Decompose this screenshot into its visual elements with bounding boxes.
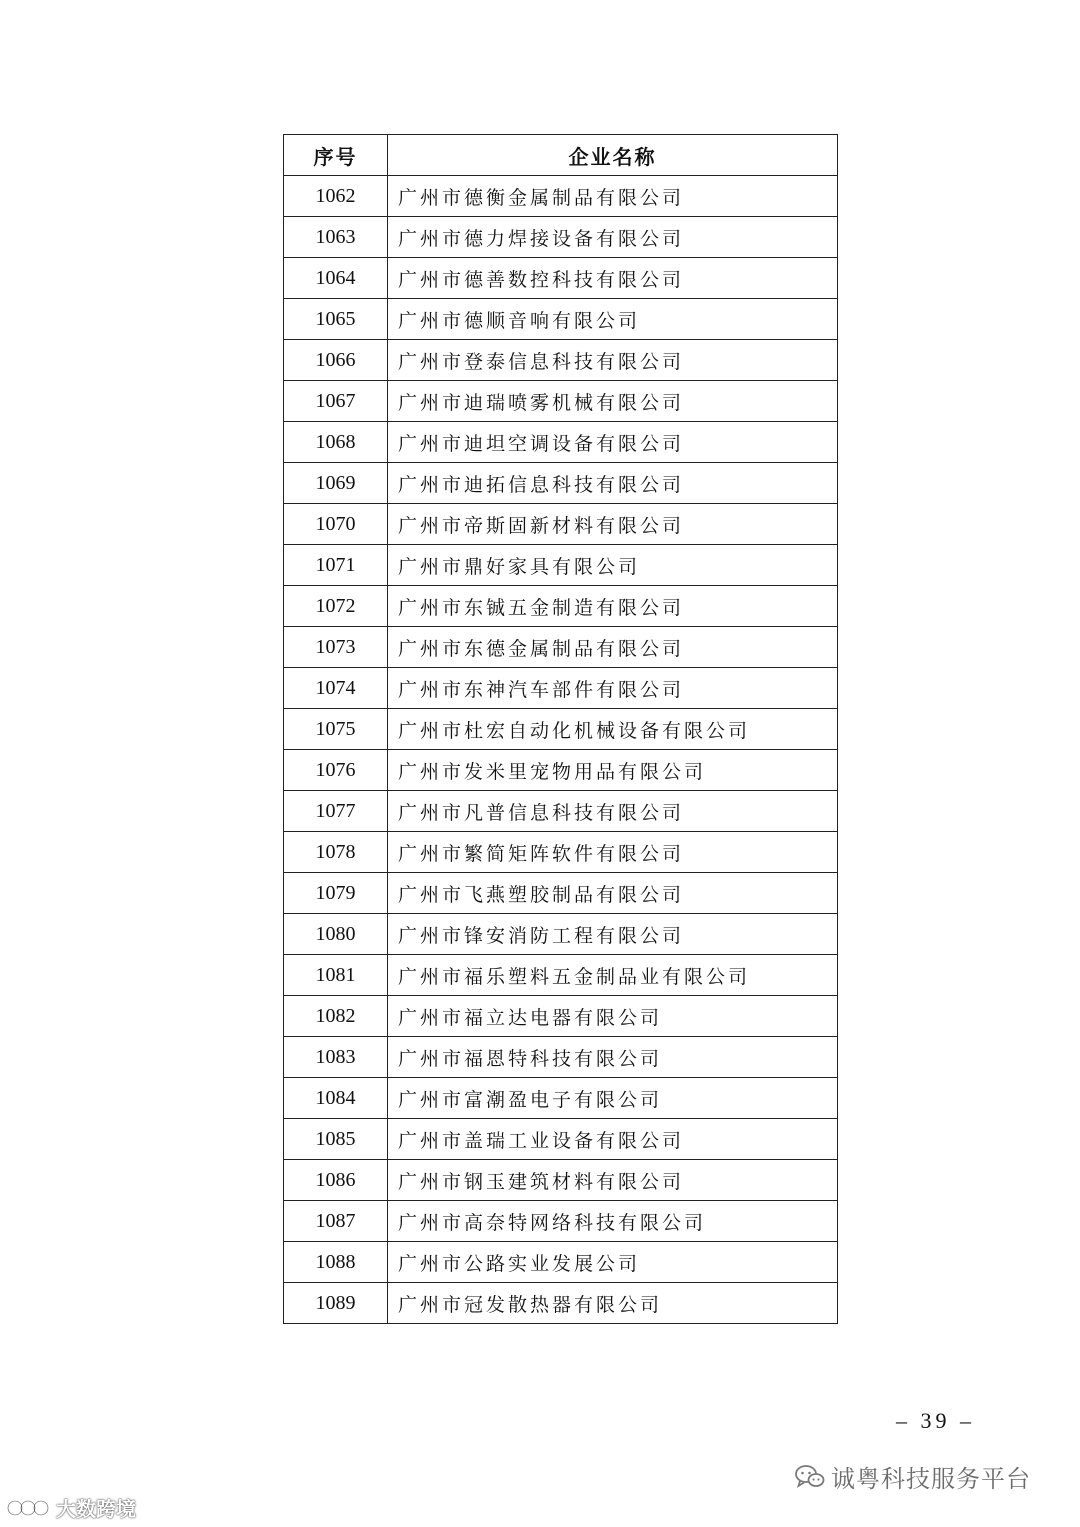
enterprise-name-cell: 广州市东神汽车部件有限公司 (388, 668, 838, 709)
enterprise-name-cell: 广州市凡普信息科技有限公司 (388, 791, 838, 832)
table-row (284, 176, 838, 217)
serial-number-cell: 1081 (284, 955, 388, 996)
table-row (284, 914, 838, 955)
serial-number-cell: 1080 (284, 914, 388, 955)
serial-number-cell: 1066 (284, 340, 388, 381)
serial-number-cell: 1065 (284, 299, 388, 340)
table-row (284, 504, 838, 545)
serial-number-cell: 1079 (284, 873, 388, 914)
table-row (284, 1078, 838, 1119)
enterprise-name-cell: 广州市福恩特科技有限公司 (388, 1037, 838, 1078)
enterprise-name-cell: 广州市东德金属制品有限公司 (388, 627, 838, 668)
serial-number-cell: 1062 (284, 176, 388, 217)
table-row (284, 955, 838, 996)
logo-mark-icon (6, 1497, 52, 1519)
enterprise-name-cell: 广州市德顺音响有限公司 (388, 299, 838, 340)
table-row (284, 1283, 838, 1324)
serial-number-cell: 1068 (284, 422, 388, 463)
table-header-row (284, 135, 838, 176)
table-row (284, 750, 838, 791)
table-row (284, 422, 838, 463)
table-row (284, 1242, 838, 1283)
serial-number-cell: 1087 (284, 1201, 388, 1242)
serial-number-cell: 1067 (284, 381, 388, 422)
serial-number-cell: 1088 (284, 1242, 388, 1283)
serial-number-cell: 1078 (284, 832, 388, 873)
header-serial-number: 序号 (284, 135, 388, 176)
table-row (284, 1119, 838, 1160)
table-row (284, 832, 838, 873)
serial-number-cell: 1072 (284, 586, 388, 627)
table-body (284, 176, 838, 1324)
wechat-watermark-text: 诚粤科技服务平台 (831, 1465, 1031, 1493)
table-row (284, 299, 838, 340)
enterprise-name-cell: 广州市飞燕塑胶制品有限公司 (388, 873, 838, 914)
enterprise-name-cell: 广州市迪瑞喷雾机械有限公司 (388, 381, 838, 422)
serial-number-cell: 1085 (284, 1119, 388, 1160)
table-row (284, 545, 838, 586)
enterprise-name-cell: 广州市德力焊接设备有限公司 (388, 217, 838, 258)
enterprise-name-cell: 广州市锋安消防工程有限公司 (388, 914, 838, 955)
enterprise-table (283, 134, 838, 1324)
table-row (284, 873, 838, 914)
enterprise-name-cell: 广州市繁简矩阵软件有限公司 (388, 832, 838, 873)
enterprise-name-cell: 广州市富潮盈电子有限公司 (388, 1078, 838, 1119)
enterprise-name-cell: 广州市公路实业发展公司 (388, 1242, 838, 1283)
enterprise-name-cell: 广州市福立达电器有限公司 (388, 996, 838, 1037)
serial-number-cell: 1064 (284, 258, 388, 299)
enterprise-name-cell: 广州市东铖五金制造有限公司 (388, 586, 838, 627)
wechat-watermark (795, 1459, 1031, 1494)
enterprise-name-cell: 广州市德善数控科技有限公司 (388, 258, 838, 299)
enterprise-name-cell: 广州市迪拓信息科技有限公司 (388, 463, 838, 504)
enterprise-name-cell: 广州市登泰信息科技有限公司 (388, 340, 838, 381)
serial-number-cell: 1070 (284, 504, 388, 545)
enterprise-name-cell: 广州市鼎好家具有限公司 (388, 545, 838, 586)
enterprise-name-cell: 广州市福乐塑料五金制品业有限公司 (388, 955, 838, 996)
enterprise-name-cell: 广州市高奈特网络科技有限公司 (388, 1201, 838, 1242)
table-row (284, 668, 838, 709)
enterprise-name-cell: 广州市盖瑞工业设备有限公司 (388, 1119, 838, 1160)
page-number: – 39 – (896, 1408, 975, 1433)
table-row (284, 586, 838, 627)
table-row (284, 709, 838, 750)
serial-number-cell: 1082 (284, 996, 388, 1037)
table-row (284, 463, 838, 504)
serial-number-cell: 1089 (284, 1283, 388, 1324)
enterprise-name-cell: 广州市德衡金属制品有限公司 (388, 176, 838, 217)
enterprise-name-cell: 广州市冠发散热器有限公司 (388, 1283, 838, 1324)
table-row (284, 627, 838, 668)
table-row (284, 1201, 838, 1242)
serial-number-cell: 1073 (284, 627, 388, 668)
serial-number-cell: 1084 (284, 1078, 388, 1119)
brand-watermark (6, 1493, 136, 1522)
table-row (284, 381, 838, 422)
brand-watermark-text: 大数跨境 (56, 1497, 136, 1521)
table-row (284, 996, 838, 1037)
enterprise-name-cell: 广州市帝斯固新材料有限公司 (388, 504, 838, 545)
serial-number-cell: 1077 (284, 791, 388, 832)
table-row (284, 258, 838, 299)
table-row (284, 340, 838, 381)
serial-number-cell: 1071 (284, 545, 388, 586)
serial-number-cell: 1086 (284, 1160, 388, 1201)
serial-number-cell: 1063 (284, 217, 388, 258)
serial-number-cell: 1076 (284, 750, 388, 791)
serial-number-cell: 1074 (284, 668, 388, 709)
table-row (284, 217, 838, 258)
serial-number-cell: 1083 (284, 1037, 388, 1078)
header-enterprise-name: 企业名称 (388, 135, 838, 176)
table-row (284, 1037, 838, 1078)
table-row (284, 791, 838, 832)
table-row (284, 1160, 838, 1201)
serial-number-cell: 1069 (284, 463, 388, 504)
wechat-icon (795, 1464, 825, 1490)
serial-number-cell: 1075 (284, 709, 388, 750)
enterprise-name-cell: 广州市迪坦空调设备有限公司 (388, 422, 838, 463)
enterprise-name-cell: 广州市发米里宠物用品有限公司 (388, 750, 838, 791)
enterprise-name-cell: 广州市杜宏自动化机械设备有限公司 (388, 709, 838, 750)
enterprise-name-cell: 广州市钢玉建筑材料有限公司 (388, 1160, 838, 1201)
